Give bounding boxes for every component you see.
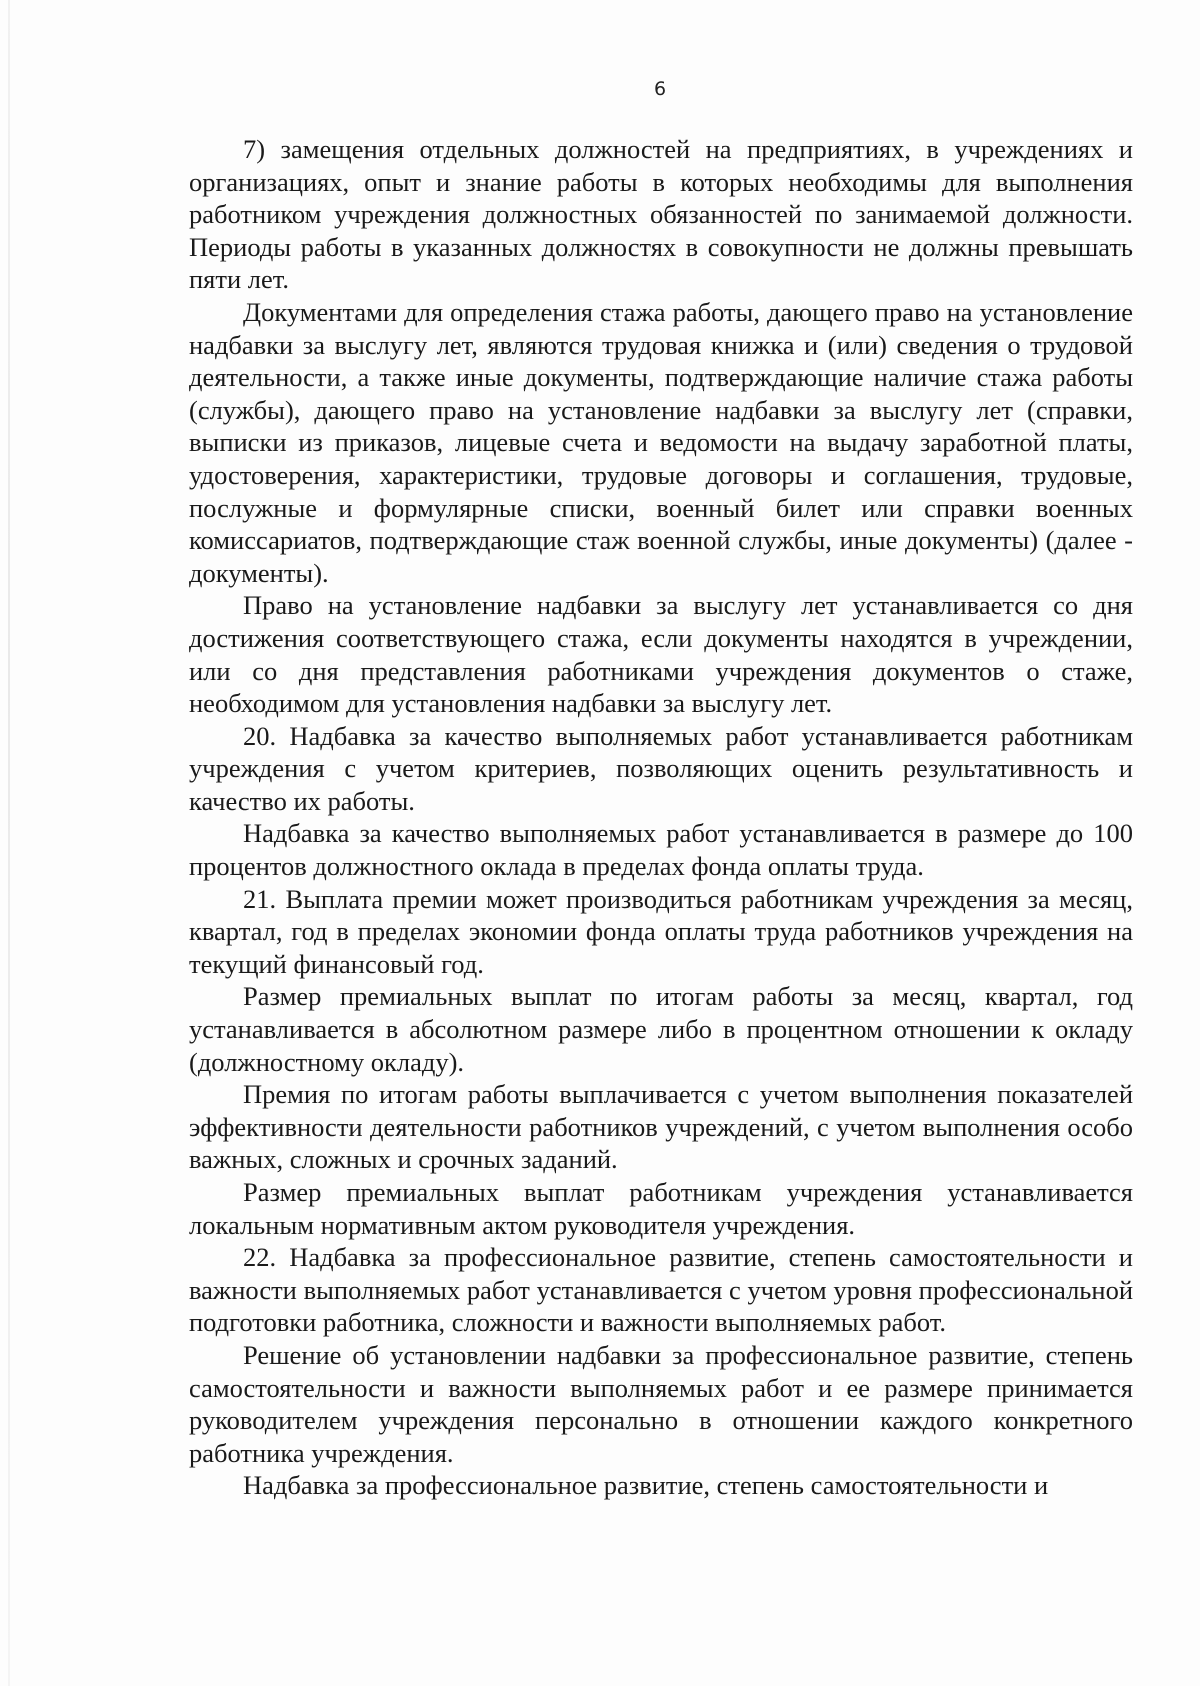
paragraph-clause-21: 21. Выплата премии может производиться работникам учреждения за месяц, квартал, год в пределах экономии фонда оплаты труда работников учреждения на текущий финансовый год. — [189, 883, 1133, 979]
paragraph-right-to-allowance: Право на установление надбавки за выслугу лет устанавливается со дня достижения соответствующего стажа, если документы находятся в учреждении, или со дня представления работниками учреждения документов о стаже, необходимом для установления надбавки за выслугу лет. — [189, 590, 1133, 719]
paragraph-clause-22: 22. Надбавка за профессиональное развитие, степень самостоятельности и важности выполняемых работ устанавливается с учетом уровня профессиональной подготовки работника, сложности и важности выполняемых работ. — [189, 1242, 1133, 1338]
paragraph-documents-for-seniority: Документами для определения стажа работы, дающего право на установление надбавки за выслугу лет, являются трудовая книжка и (или) сведения о трудовой деятельности, а также иные документы, подтверждающие наличие стажа работы (службы), дающего право на установление надбавки за выслугу лет (справки, выписки из приказов, лицевые счета и ведомости на выдачу заработной платы, удостоверения, характеристики, трудовые договоры и соглашения, трудовые, послужные и формулярные списки, военный билет или справки военных комиссариатов, подтверждающие стаж военной службы, иные документы) (далее - документы). — [189, 296, 1133, 588]
paragraph-clause-20: 20. Надбавка за качество выполняемых работ устанавливается работникам учреждения с учетом критериев, позволяющих оценить результативность и качество их работы. — [189, 720, 1133, 816]
paragraph-bonus-local-act: Размер премиальных выплат работникам учреждения устанавливается локальным нормативным актом руководителя учреждения. — [189, 1177, 1133, 1240]
paragraph-bonus-conditions: Премия по итогам работы выплачивается с учетом выполнения показателей эффективности деятельности работников учреждений, с учетом выполнения особо важных, сложных и срочных заданий. — [189, 1079, 1133, 1175]
paragraph-decision-on-allowance: Решение об установлении надбавки за профессиональное развитие, степень самостоятельности и важности выполняемых работ и ее размере принимается руководителем учреждения персонально в отношении каждого конкретного работника учреждения. — [189, 1339, 1133, 1468]
page-number: 6 — [653, 78, 667, 100]
scan-edge-shadow — [8, 0, 10, 1686]
paragraph-bonus-size: Размер премиальных выплат по итогам работы за месяц, квартал, год устанавливается в абсолютном размере либо в процентном отношении к окладу (должностному окладу). — [189, 981, 1133, 1077]
paragraph-item-7: 7) замещения отдельных должностей на предприятиях, в учреждениях и организациях, опыт и знание работы в которых необходимы для выполнения работником учреждения должностных обязанностей по занимаемой должности. Периоды работы в указанных должностях в совокупности не должны превышать пяти лет. — [189, 134, 1133, 295]
paragraph-continuation: Надбавка за профессиональное развитие, степень самостоятельности и — [243, 1470, 1049, 1501]
document-body — [189, 133, 1133, 1502]
paragraph-quality-allowance-size: Надбавка за качество выполняемых работ устанавливается в размере до 100 процентов должностного оклада в пределах фонда оплаты труда. — [189, 818, 1133, 882]
